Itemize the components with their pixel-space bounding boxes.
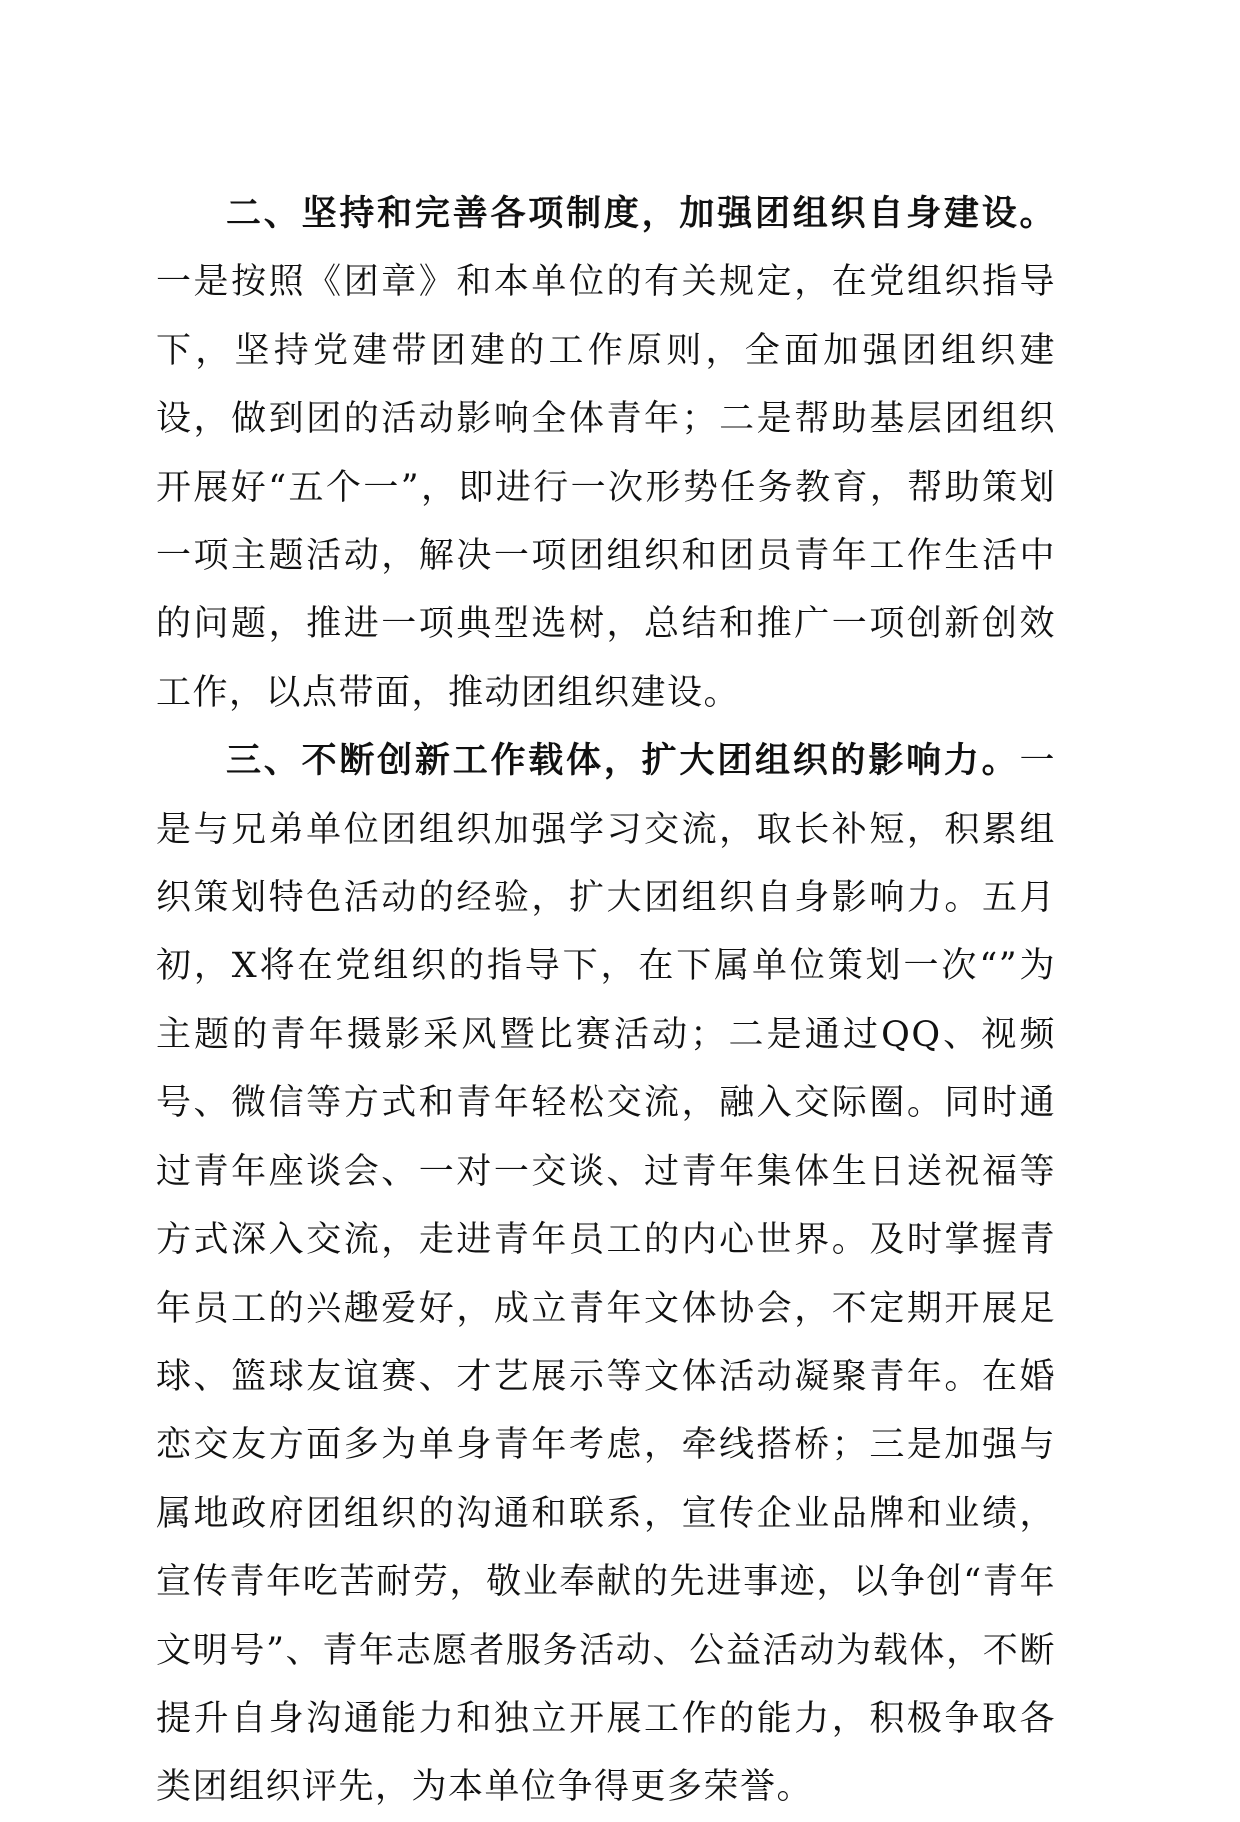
document-body: [156, 180, 1056, 1822]
section-2-body: 一是按照《团章》和本单位的有关规定，在党组织指导下，坚持党建带团建的工作原则，全面加强团组织建设，做到团的活动影响全体青年；二是帮助基层团组织开展好“五个一”，即进行一次形势任务教育，帮助策划一项主题活动，解决一项团组织和团员青年工作生活中的问题，推进一项典型选树，总结和推广一项创新创效工作，以点带面，推动团组织建设。: [156, 262, 1056, 713]
section-3-heading: 三、不断创新工作载体，扩大团组织的影响力。: [226, 741, 1020, 782]
section-3-paragraph: [156, 727, 1056, 1822]
section-3-body: 一是与兄弟单位团组织加强学习交流，取长补短，积累组织策划特色活动的经验，扩大团组织自身影响力。五月初，X将在党组织的指导下，在下属单位策划一次“”为主题的青年摄影采风暨比赛活动；二是通过QQ、视频号、微信等方式和青年轻松交流，融入交际圈。同时通过青年座谈会、一对一交谈、过青年集体生日送祝福等方式深入交流，走进青年员工的内心世界。及时掌握青年员工的兴趣爱好，成立青年文体协会，不定期开展足球、篮球友谊赛、才艺展示等文体活动凝聚青年。在婚恋交友方面多为单身青年考虑，牵线搭桥；三是加强与属地政府团组织的沟通和联系，宣传企业品牌和业绩，宣传青年吃苦耐劳，敬业奉献的先进事迹，以争创“青年文明号”、青年志愿者服务活动、公益活动为载体，不断提升自身沟通能力和独立开展工作的能力，积极争取各类团组织评先，为本单位争得更多荣誉。: [156, 741, 1056, 1808]
section-2-heading: 二、坚持和完善各项制度，加强团组织自身建设。: [226, 194, 1056, 234]
section-2-paragraph: [156, 180, 1056, 727]
